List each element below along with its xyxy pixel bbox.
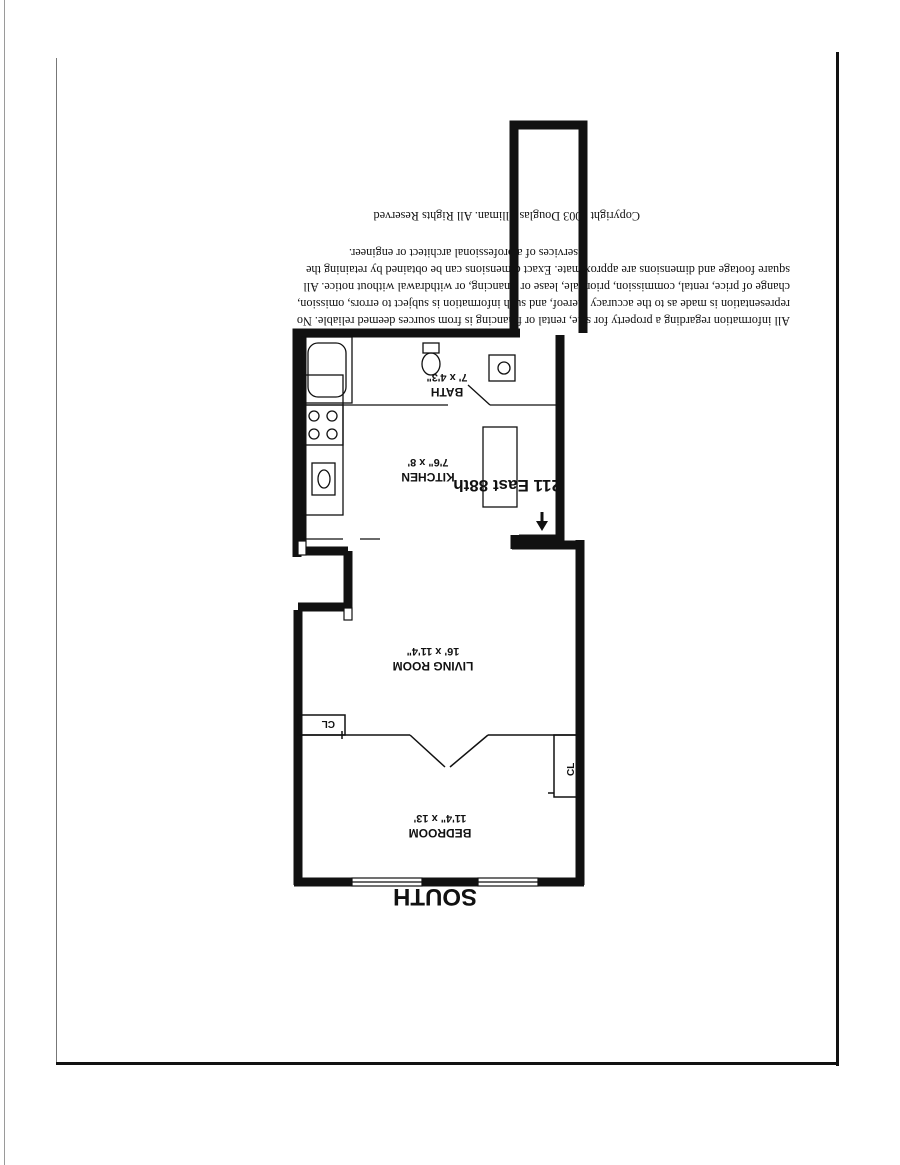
entry-arrow-icon [536, 521, 548, 531]
room-labels [322, 371, 577, 910]
closets [298, 715, 580, 797]
burner-3 [327, 411, 337, 421]
compass-south-label: SOUTH [393, 883, 477, 910]
kitchen-sink [312, 463, 335, 495]
burner-1 [327, 429, 337, 439]
bedroom-dimensions: 11'4" x 13' [413, 812, 467, 824]
window-east-living [344, 608, 352, 620]
burner-2 [309, 429, 319, 439]
bath-sink [489, 355, 515, 381]
window-east-kitchen [298, 541, 306, 555]
bath-dimensions: 7' x 4'3" [426, 371, 468, 383]
copyright-line: Copyright 2003 Douglas Elliman. All Rights Reserved [373, 209, 640, 223]
kitchen-label: KITCHEN [401, 470, 455, 484]
entry-arrow [536, 512, 548, 531]
upright-content [294, 125, 790, 910]
closet-label-west: CL [566, 762, 577, 776]
disclaimer-line-5: services of a professional architect or engineer. [348, 246, 578, 260]
bath-label: BATH [430, 385, 464, 399]
disclaimer-line-4: square footage and dimensions are approximate. Exact dimensions can be obtained by retaining the [306, 263, 790, 277]
bedroom-partition [298, 735, 580, 767]
kitchen-dimensions: 7'6" x 8' [407, 456, 449, 468]
stove [302, 405, 343, 445]
closet-label-east: CL [321, 718, 335, 729]
burner-4 [309, 411, 319, 421]
disclaimer-line-1: All information regarding a property for sale, rental or financing is from sources deemed reliable. No [296, 314, 790, 328]
disclaimer-block [297, 209, 790, 328]
disclaimer-line-2: representation is made as to the accuracy thereof, and such information is subject to errors, omission, [297, 297, 790, 311]
closet-east [298, 715, 345, 735]
disclaimer-line-3: change of price, rental, commission, prior sale, lease or financing, or withdrawal without notice. All [303, 280, 790, 294]
door-swing-left [450, 735, 488, 767]
address-label: 211 East 88th [453, 476, 561, 495]
living-room-label: LIVING ROOM [392, 659, 474, 673]
bedroom-label: BEDROOM [408, 826, 472, 840]
living-room-dimensions: 16' x 11'4" [406, 645, 460, 657]
bath-door-swing [468, 385, 490, 405]
door-swing-right [410, 735, 445, 767]
